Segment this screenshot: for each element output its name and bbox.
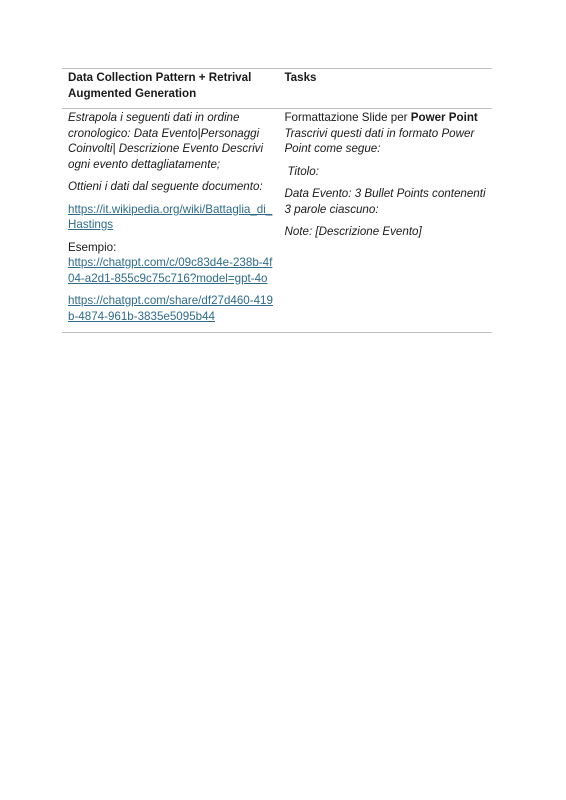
left-cell	[62, 109, 282, 333]
format-heading	[284, 110, 488, 126]
format-prefix: Formattazione Slide per	[284, 111, 411, 124]
right-cell	[282, 109, 492, 333]
prompt-table	[62, 68, 492, 333]
table-row	[62, 109, 492, 333]
transcribe-text: Trascrivi questi dati in formato Power Point come segue:	[284, 126, 475, 155]
table-header-row	[62, 69, 492, 109]
instruction-text: Estrapola i seguenti dati in ordine cronologico: Data Evento|Personaggi Coinvolti| Descrizione Evento Descrivi ogni evento dettagliatamente;	[68, 111, 264, 171]
header-tasks: Tasks	[284, 71, 317, 84]
wikipedia-link[interactable]: https://it.wikipedia.org/wiki/Battaglia_di_Hastings	[68, 202, 273, 231]
note-line: Note: [Descrizione Evento]	[284, 225, 422, 238]
title-line: Titolo:	[287, 164, 319, 178]
example-label: Esempio:	[68, 240, 117, 254]
chatgpt-share-link[interactable]: https://chatgpt.com/share/df27d460-419b-4874-961b-3835e5095b44	[68, 294, 273, 323]
example-paragraph	[68, 240, 276, 287]
power-point-label: Power Point	[410, 111, 478, 124]
chatgpt-example-link[interactable]: https://chatgpt.com/c/09c83d4e-238b-4f04-a2d1-855c9c75c716?model=gpt-4o	[68, 256, 273, 285]
share-link-paragraph	[68, 293, 276, 324]
source-link-paragraph	[68, 202, 276, 233]
header-data-collection: Data Collection Pattern + Retrival Augmented Generation	[68, 71, 252, 100]
date-line: Data Evento: 3 Bullet Points contenenti 3 parole ciascuno:	[284, 187, 486, 216]
source-intro-text: Ottieni i dati dal seguente documento:	[68, 180, 263, 193]
